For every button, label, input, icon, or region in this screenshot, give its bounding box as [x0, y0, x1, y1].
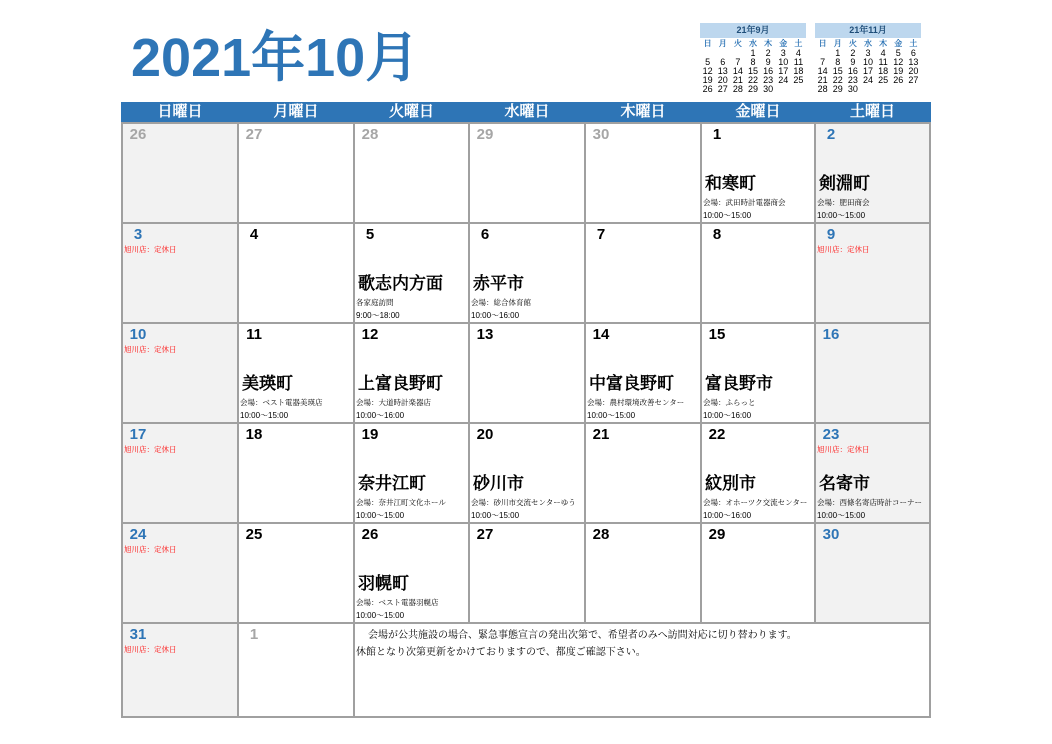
event-venue: 会場：奈井江町文化ホール [356, 498, 446, 507]
mini-calendar-title: 21年11月 [815, 23, 921, 38]
event-venue: 会場：オホーツク交流センター [703, 498, 808, 507]
mini-day: 19 [702, 75, 713, 85]
day-number: 16 [822, 326, 840, 343]
mini-day: 27 [908, 75, 919, 85]
day-number: 29 [708, 526, 726, 543]
mini-day: 25 [793, 75, 804, 85]
day-number: 28 [592, 526, 610, 543]
event-block [703, 174, 786, 221]
day-number: 17 [129, 426, 147, 443]
mini-weekday-label: 木 [879, 39, 888, 48]
event-block [356, 274, 443, 321]
mini-day: 9 [765, 57, 771, 67]
mini-day: 17 [862, 66, 873, 76]
day-number: 9 [826, 226, 836, 243]
day-cell-outside-month [239, 124, 353, 222]
event-time: 10:00～16:00 [356, 411, 405, 420]
mini-day: 24 [862, 75, 873, 85]
day-number: 10 [129, 326, 147, 343]
mini-day [776, 85, 791, 94]
event-title: 羽幌町 [358, 574, 409, 593]
mini-day: 27 [717, 84, 728, 94]
event-time: 10:00～15:00 [703, 211, 752, 220]
mini-day: 5 [895, 48, 901, 58]
day-cell [239, 324, 353, 422]
day-number: 27 [245, 126, 263, 143]
event-time: 10:00～16:00 [471, 311, 520, 320]
closed-notice: 旭川店：定休日 [817, 245, 870, 254]
mini-day: 28 [732, 84, 743, 94]
mini-calendar-title: 21年9月 [700, 23, 806, 38]
day-number: 31 [129, 626, 147, 643]
mini-day: 10 [862, 57, 873, 67]
day-cell [123, 324, 237, 422]
day-cell [586, 324, 700, 422]
event-venue: 会場：武田時計電器商会 [703, 198, 786, 207]
day-cell [355, 524, 468, 622]
event-title: 剣淵町 [819, 174, 870, 193]
mini-day: 20 [908, 66, 919, 76]
mini-day: 26 [893, 75, 904, 85]
event-title: 上富良野町 [358, 374, 443, 393]
day-cell-outside-month [355, 124, 468, 222]
weekday-header-saturday: 土曜日 [849, 103, 895, 120]
event-time: 10:00～15:00 [356, 511, 405, 520]
mini-day: 1 [750, 48, 756, 58]
day-number: 29 [476, 126, 494, 143]
day-number: 15 [708, 326, 726, 343]
mini-weekday-label: 日 [703, 39, 712, 48]
day-number: 14 [592, 326, 610, 343]
mini-weekday-label: 日 [818, 39, 827, 48]
mini-day [791, 85, 806, 94]
day-number: 30 [592, 126, 610, 143]
weekday-header-friday: 金曜日 [735, 103, 781, 120]
event-venue: 会場：西條名寄店時計コーナー [817, 498, 922, 507]
day-number: 12 [361, 326, 379, 343]
mini-day: 17 [778, 66, 789, 76]
mini-day: 7 [735, 57, 741, 67]
day-cell [816, 324, 929, 422]
event-time: 10:00～15:00 [587, 411, 636, 420]
event-title: 和寒町 [705, 174, 756, 193]
day-cell [355, 324, 468, 422]
mini-weekday-label: 月 [718, 39, 727, 48]
day-cell [816, 524, 929, 622]
day-cell [470, 424, 584, 522]
day-number: 25 [245, 526, 263, 543]
mini-day: 13 [717, 66, 728, 76]
mini-day: 16 [763, 66, 774, 76]
event-block [817, 474, 922, 521]
day-number: 6 [480, 226, 490, 243]
event-title: 美瑛町 [242, 374, 293, 393]
event-venue: 会場：ベスト電器美瑛店 [240, 398, 323, 407]
mini-day: 22 [747, 75, 758, 85]
mini-day: 9 [850, 57, 856, 67]
day-cell [816, 224, 929, 322]
day-number: 3 [133, 226, 143, 243]
mini-day: 6 [720, 57, 726, 67]
notes-cell [355, 624, 929, 716]
day-number: 20 [476, 426, 494, 443]
weekday-header-sunday: 日曜日 [157, 103, 203, 120]
day-cell [702, 224, 814, 322]
mini-weekday-label: 土 [909, 39, 918, 48]
mini-day: 12 [702, 66, 713, 76]
closed-notice: 旭川店：定休日 [124, 345, 177, 354]
mini-day: 22 [832, 75, 843, 85]
mini-day: 5 [705, 57, 711, 67]
mini-day: 28 [817, 84, 828, 94]
event-block [356, 474, 446, 521]
event-time: 10:00～15:00 [817, 211, 866, 220]
mini-day: 4 [795, 48, 801, 58]
day-cell [239, 424, 353, 522]
mini-day: 19 [893, 66, 904, 76]
mini-day: 14 [817, 66, 828, 76]
day-cell-outside-month [470, 124, 584, 222]
day-number: 24 [129, 526, 147, 543]
day-number: 18 [245, 426, 263, 443]
mini-day: 18 [793, 66, 804, 76]
day-cell [586, 524, 700, 622]
mini-day: 16 [847, 66, 858, 76]
closed-notice: 旭川店：定休日 [124, 645, 177, 654]
mini-day [860, 85, 875, 94]
event-block [817, 174, 870, 221]
day-number: 19 [361, 426, 379, 443]
event-time: 10:00～16:00 [703, 511, 752, 520]
event-venue: 会場：大道時計楽器店 [356, 398, 431, 407]
closed-notice: 旭川店：定休日 [124, 445, 177, 454]
event-venue: 会場：総合体育館 [471, 298, 531, 307]
day-cell [355, 224, 468, 322]
closed-notice: 旭川店：定休日 [817, 445, 870, 454]
day-number: 1 [712, 126, 722, 143]
page-title: 2021年10月 [131, 28, 420, 88]
day-cell [470, 324, 584, 422]
event-block [356, 374, 443, 421]
mini-weekday-label: 木 [764, 39, 773, 48]
mini-day: 30 [763, 84, 774, 94]
weekday-header-thursday: 木曜日 [620, 103, 666, 120]
event-block [703, 374, 773, 421]
mini-day: 14 [732, 66, 743, 76]
mini-weekday-label: 金 [779, 39, 788, 48]
mini-day: 29 [832, 84, 843, 94]
day-number: 23 [822, 426, 840, 443]
day-number: 4 [249, 226, 259, 243]
day-number: 22 [708, 426, 726, 443]
day-cell-outside-month [586, 124, 700, 222]
day-number: 30 [822, 526, 840, 543]
day-cell [702, 324, 814, 422]
day-cell [239, 224, 353, 322]
day-number: 28 [361, 126, 379, 143]
day-cell [123, 524, 237, 622]
mini-weekday-label: 水 [748, 39, 757, 48]
day-cell [586, 224, 700, 322]
event-block [703, 474, 807, 521]
day-cell [586, 424, 700, 522]
mini-day: 21 [732, 75, 743, 85]
day-cell [470, 224, 584, 322]
event-title: 砂川市 [473, 474, 524, 493]
event-time: 10:00～15:00 [817, 511, 866, 520]
event-venue: 会場：砂川市交流センターゆう [471, 498, 576, 507]
day-number: 1 [249, 626, 259, 643]
day-number: 26 [129, 126, 147, 143]
mini-week-row [815, 85, 921, 94]
event-title: 紋別市 [705, 474, 756, 493]
mini-day: 23 [847, 75, 858, 85]
mini-day: 3 [865, 48, 871, 58]
weekday-header-wednesday: 水曜日 [504, 103, 550, 120]
event-venue: 各家庭訪問 [356, 298, 394, 307]
mini-day: 30 [847, 84, 858, 94]
note-line: 休館となり次第更新をかけておりますので、都度ご確認下さい。 [356, 647, 646, 658]
mini-day: 1 [835, 48, 841, 58]
day-cell [123, 224, 237, 322]
mini-calendar-september [700, 23, 806, 94]
event-time: 10:00～15:00 [356, 611, 405, 620]
day-cell-outside-month [123, 124, 237, 222]
day-cell [702, 124, 814, 222]
mini-day: 3 [780, 48, 786, 58]
mini-day: 21 [817, 75, 828, 85]
day-number: 13 [476, 326, 494, 343]
event-block [356, 574, 439, 621]
mini-weekday-label: 火 [848, 39, 857, 48]
mini-week-row [700, 85, 806, 94]
closed-notice: 旭川店：定休日 [124, 245, 177, 254]
mini-day: 15 [747, 66, 758, 76]
day-number: 21 [592, 426, 610, 443]
day-cell [816, 424, 929, 522]
mini-day: 15 [832, 66, 843, 76]
mini-week-row [815, 76, 921, 85]
mini-day: 23 [763, 75, 774, 85]
event-time: 10:00～15:00 [471, 511, 520, 520]
day-cell [816, 124, 929, 222]
mini-day: 8 [835, 57, 841, 67]
day-cell [702, 424, 814, 522]
event-title: 奈井江町 [358, 474, 426, 493]
mini-day [876, 85, 891, 94]
day-cell [123, 624, 237, 716]
mini-day: 11 [878, 57, 888, 67]
day-number: 2 [826, 126, 836, 143]
day-cell [702, 524, 814, 622]
event-title: 中富良野町 [589, 374, 674, 393]
day-number: 27 [476, 526, 494, 543]
mini-day: 12 [893, 57, 904, 67]
day-number: 26 [361, 526, 379, 543]
calendar-grid [121, 122, 931, 718]
mini-weekday-label: 月 [833, 39, 842, 48]
day-number: 5 [365, 226, 375, 243]
mini-day: 2 [765, 48, 771, 58]
day-number: 11 [246, 326, 262, 343]
event-block [587, 374, 684, 421]
event-block [471, 474, 576, 521]
event-title: 名寄市 [819, 474, 870, 493]
closed-notice: 旭川店：定休日 [124, 545, 177, 554]
mini-day [906, 85, 921, 94]
mini-day: 10 [778, 57, 789, 67]
event-venue: 会場：農村環境改善センター [587, 398, 685, 407]
mini-calendar-november [815, 23, 921, 94]
event-title: 赤平市 [473, 274, 524, 293]
day-cell [470, 524, 584, 622]
event-venue: 会場：ふらっと [703, 398, 756, 407]
event-block [471, 274, 531, 321]
event-venue: 会場：肥田商会 [817, 198, 870, 207]
mini-day: 25 [878, 75, 889, 85]
mini-day: 4 [880, 48, 886, 58]
day-cell [239, 524, 353, 622]
day-cell [123, 424, 237, 522]
note-line: 会場が公共施設の場合、緊急事態宣言の発出次第で、希望者のみへ訪問対応に切り替わります。 [368, 630, 797, 641]
weekday-header-row [121, 102, 931, 122]
day-cell-outside-month [239, 624, 353, 716]
event-time: 9:00～18:00 [356, 311, 400, 320]
mini-day: 7 [820, 57, 826, 67]
mini-day: 29 [747, 84, 758, 94]
day-number: 8 [712, 226, 722, 243]
event-title: 歌志内方面 [358, 274, 443, 293]
mini-weekday-label: 水 [863, 39, 872, 48]
event-title: 富良野市 [705, 374, 773, 393]
weekday-header-tuesday: 火曜日 [388, 103, 434, 120]
weekday-header-monday: 月曜日 [273, 103, 319, 120]
mini-weekday-label: 火 [733, 39, 742, 48]
mini-day: 6 [910, 48, 916, 58]
mini-day: 24 [778, 75, 789, 85]
mini-weekday-label: 金 [894, 39, 903, 48]
mini-day: 26 [702, 84, 713, 94]
event-time: 10:00～16:00 [703, 411, 752, 420]
event-block [240, 374, 323, 421]
day-cell [355, 424, 468, 522]
mini-day: 11 [793, 57, 804, 67]
mini-day: 2 [850, 48, 856, 58]
mini-day: 20 [717, 75, 728, 85]
mini-day [891, 85, 906, 94]
mini-day: 8 [750, 57, 756, 67]
mini-weekday-label: 土 [794, 39, 803, 48]
day-number: 7 [596, 226, 606, 243]
mini-day: 18 [878, 66, 889, 76]
mini-day: 13 [908, 57, 919, 67]
event-time: 10:00～15:00 [240, 411, 289, 420]
event-venue: 会場：ベスト電器羽幌店 [356, 598, 439, 607]
